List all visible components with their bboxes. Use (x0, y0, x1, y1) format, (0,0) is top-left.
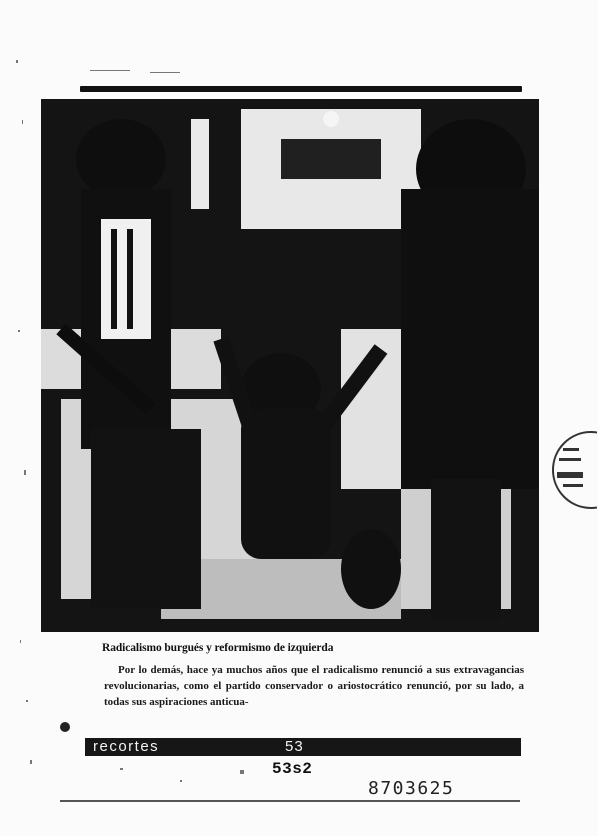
archive-number: 8703625 (368, 778, 455, 799)
article-paragraph: Por lo demás, hace ya muchos años que el radicalismo renunció a sus extravagancias revolucionarias, como el partido conservador o ariostocrático renunció, por su lado, a todas sus aspiraciones anticua- (104, 664, 524, 708)
article-photo (41, 99, 539, 632)
footer-bar (85, 738, 521, 756)
reference-number: 53s2 (272, 760, 313, 778)
page-number: 53 (285, 738, 304, 755)
bottom-rule (60, 800, 520, 802)
archive-stamp-icon (549, 428, 597, 512)
publication-name: recortes (93, 738, 160, 755)
article-heading: Radicalismo burgués y reformismo de izquierda (102, 642, 334, 654)
top-rule (80, 86, 522, 92)
article-body (104, 662, 524, 710)
margin-bullet (60, 722, 70, 732)
